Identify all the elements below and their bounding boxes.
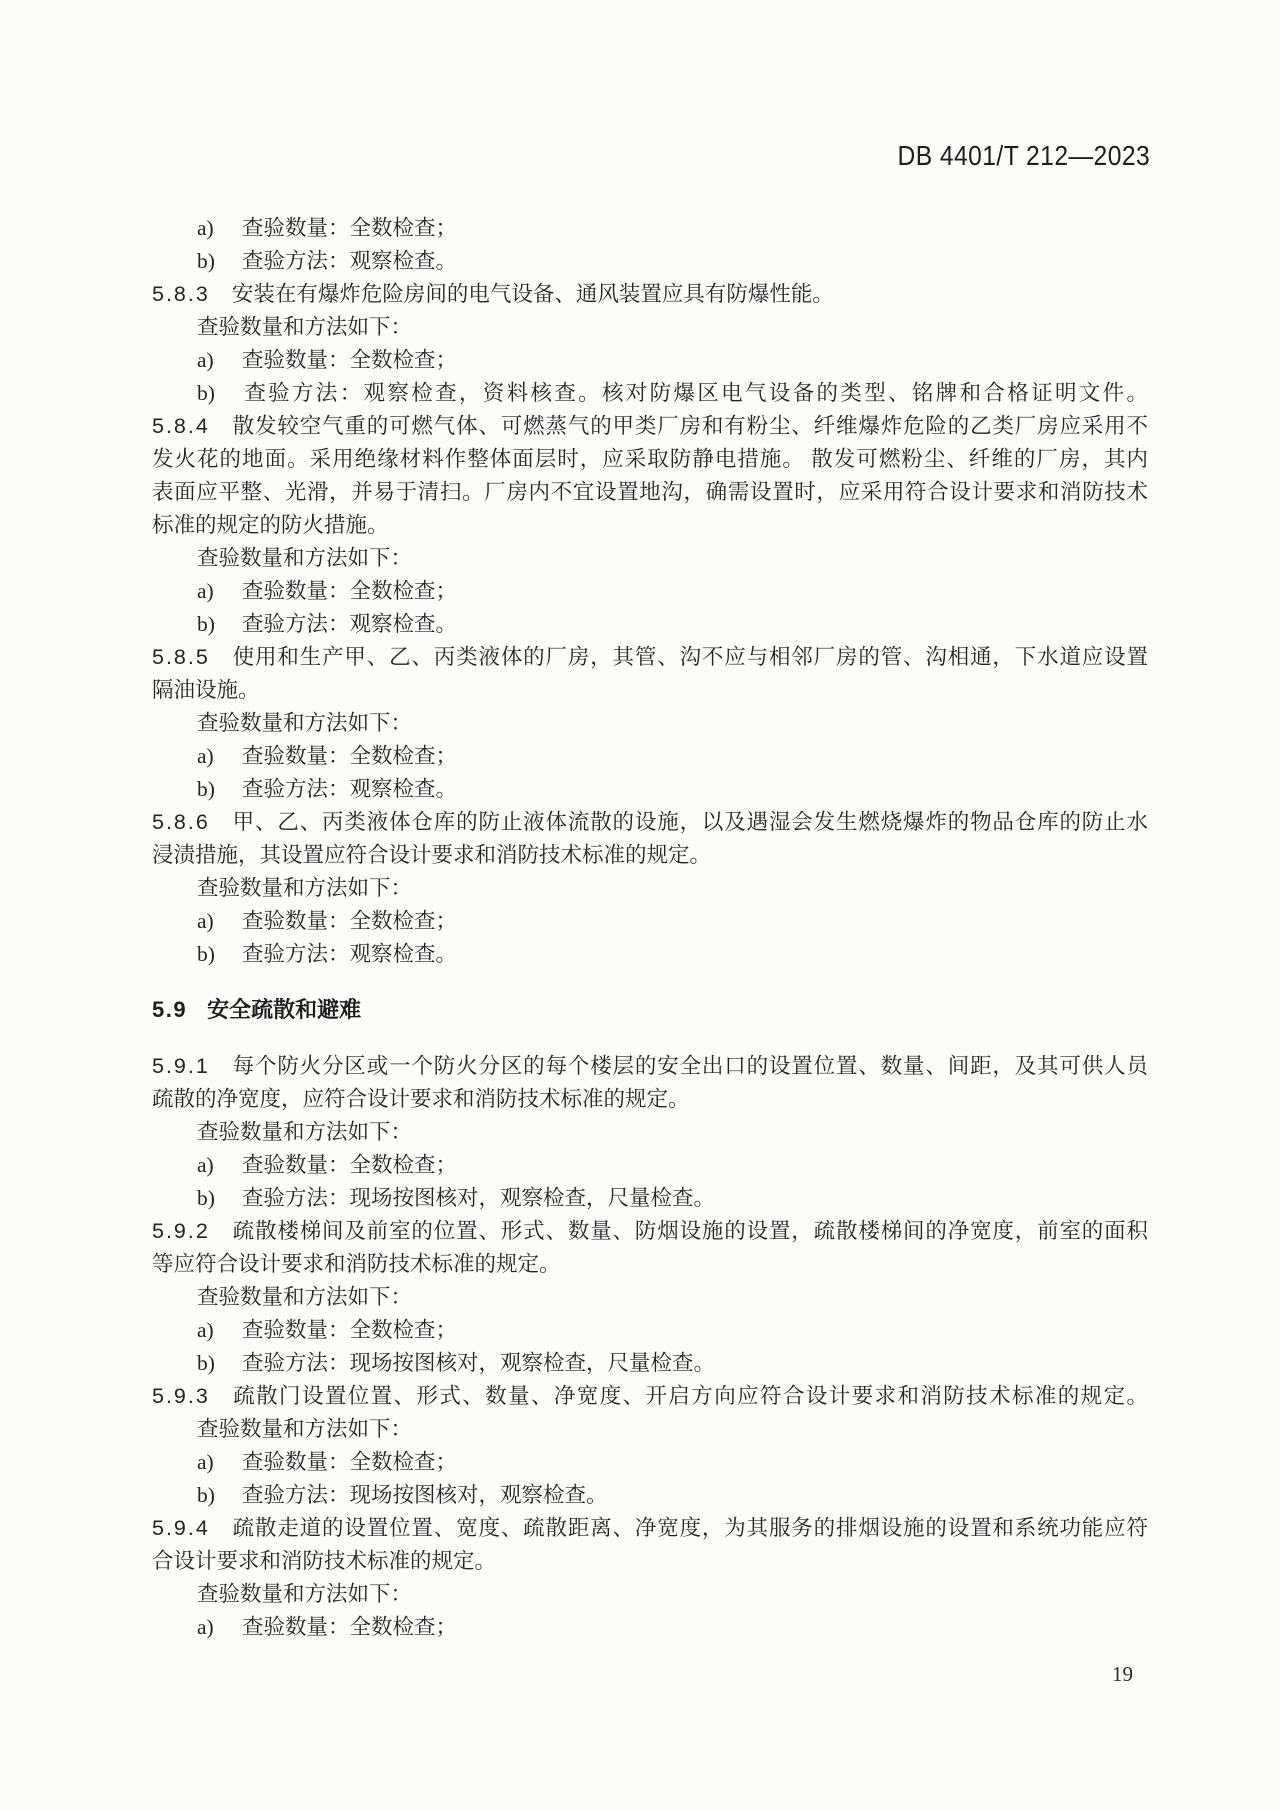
list-item-text: 查验方法：观察检查。: [242, 777, 458, 801]
list-item-text: 查验数量：全数检查；: [242, 1318, 458, 1342]
list-item: [152, 212, 1148, 245]
list-item-text: 查验数量：全数检查；: [242, 909, 458, 933]
list-item: [152, 773, 1148, 806]
continuation-line: 标准的规定的防火措施。: [152, 513, 389, 537]
lead-line: 查验数量和方法如下：: [197, 1285, 413, 1309]
lead-line: 查验数量和方法如下：: [197, 315, 413, 339]
list-item: [152, 1149, 1148, 1182]
list-item: [152, 1479, 1148, 1512]
clause-number: 5.9.4: [152, 1516, 210, 1540]
list-item: [152, 1347, 1148, 1380]
clause-line: [152, 1050, 1148, 1083]
clause-text: 每个防火分区或一个防火分区的每个楼层的安全出口的设置位置、数量、间距，及其可供人员: [231, 1054, 1148, 1078]
list-item-text: 查验方法：现场按图核对，观察检查，尺量检查。: [242, 1186, 716, 1210]
list-item-text: 查验数量：全数检查；: [242, 216, 458, 240]
list-item: [152, 1611, 1148, 1644]
clause-line: [152, 278, 1148, 311]
list-item-label: b): [197, 381, 215, 405]
list-item-label: a): [197, 1450, 214, 1474]
clause-number: 5.8.6: [152, 810, 210, 834]
list-item-text: 查验数量：全数检查；: [242, 1153, 458, 1177]
list-item: [152, 1314, 1148, 1347]
clause-text: 疏散楼梯间及前室的位置、形式、数量、防烟设施的设置，疏散楼梯间的净宽度，前室的面积: [231, 1219, 1148, 1243]
list-item: [152, 344, 1148, 377]
lead-line: 查验数量和方法如下：: [197, 1417, 413, 1441]
list-item-text: 查验数量：全数检查；: [242, 348, 458, 372]
section-heading-number: 5.9: [152, 997, 188, 1022]
clause-line: [152, 641, 1148, 674]
lead-line: 查验数量和方法如下：: [197, 876, 413, 900]
section-heading: [152, 993, 1148, 1026]
clause-number: 5.9.3: [152, 1384, 210, 1408]
clause-number: 5.9.1: [152, 1054, 210, 1078]
list-item-label: b): [197, 1351, 215, 1375]
list-item-label: a): [197, 579, 214, 603]
continuation-line: 等应符合设计要求和消防技术标准的规定。: [152, 1252, 561, 1276]
list-item: [152, 905, 1148, 938]
list-item: [152, 740, 1148, 773]
lead-line: 查验数量和方法如下：: [197, 711, 413, 735]
clause-text: 使用和生产甲、乙、丙类液体的厂房，其管、沟不应与相邻厂房的管、沟相通，下水道应设置: [231, 645, 1148, 669]
list-item-text: 查验方法：现场按图核对，观察检查。: [242, 1483, 608, 1507]
list-item-label: a): [197, 1615, 214, 1639]
clause-text: 安装在有爆炸危险房间的电气设备、通风装置应具有防爆性能。: [231, 282, 834, 306]
list-item: [152, 938, 1148, 971]
lead-line: 查验数量和方法如下：: [197, 546, 413, 570]
clause-number: 5.9.2: [152, 1219, 210, 1243]
list-item: [152, 245, 1148, 278]
list-item-label: a): [197, 216, 214, 240]
standard-code: DB 4401/T 212—2023: [897, 140, 1150, 171]
lead-line: 查验数量和方法如下：: [197, 1582, 413, 1606]
list-item-label: a): [197, 744, 214, 768]
section-heading-text: 安全疏散和避难: [207, 997, 362, 1022]
list-item-text: 查验方法：现场按图核对，观察检查，尺量检查。: [242, 1351, 716, 1375]
continuation-line: 浸渍措施，其设置应符合设计要求和消防技术标准的规定。: [152, 843, 712, 867]
continuation-line: 表面应平整、光滑，并易于清扫。厂房内不宜设置地沟，确需设置时，应采用符合设计要求和消防技术: [152, 480, 1148, 504]
clause-line: [152, 1380, 1148, 1413]
clause-text: 疏散走道的设置位置、宽度、疏散距离、净宽度，为其服务的排烟设施的设置和系统功能应符: [231, 1516, 1148, 1540]
list-item: [152, 1182, 1148, 1215]
clause-line: [152, 1215, 1148, 1248]
list-item-text: 查验方法：观察检查。: [242, 249, 458, 273]
lead-line: 查验数量和方法如下：: [197, 1120, 413, 1144]
continuation-line: 隔油设施。: [152, 678, 260, 702]
clause-text: 疏散门设置位置、形式、数量、净宽度、开启方向应符合设计要求和消防技术标准的规定。: [231, 1384, 1148, 1408]
list-item-label: a): [197, 1318, 214, 1342]
list-item-label: a): [197, 909, 214, 933]
list-item-label: b): [197, 942, 215, 966]
list-item-text: 查验方法：观察检查，资料核查。核对防爆区电气设备的类型、铭牌和合格证明文件。: [242, 381, 1148, 405]
clause-line: [152, 806, 1148, 839]
clause-number: 5.8.3: [152, 282, 210, 306]
list-item: [152, 377, 1148, 410]
clause-text: 甲、乙、丙类液体仓库的防止液体流散的设施，以及遇湿会发生燃烧爆炸的物品仓库的防止水: [231, 810, 1148, 834]
continuation-line: 发火花的地面。采用绝缘材料作整体面层时，应采取防静电措施。 散发可燃粉尘、纤维的厂房，其内: [152, 447, 1148, 471]
list-item-text: 查验方法：观察检查。: [242, 942, 458, 966]
list-item-label: a): [197, 1153, 214, 1177]
list-item-text: 查验数量：全数检查；: [242, 1450, 458, 1474]
list-item-label: b): [197, 612, 215, 636]
clause-number: 5.8.5: [152, 645, 210, 669]
list-item: [152, 1446, 1148, 1479]
clause-number: 5.8.4: [152, 414, 210, 438]
list-item-label: b): [197, 777, 215, 801]
list-item-text: 查验方法：观察检查。: [242, 612, 458, 636]
list-item-label: b): [197, 1483, 215, 1507]
document-body: [152, 212, 1148, 1644]
list-item: [152, 608, 1148, 641]
list-item-label: b): [197, 1186, 215, 1210]
list-item-text: 查验数量：全数检查；: [242, 1615, 458, 1639]
page-number: 19: [1112, 1662, 1133, 1686]
list-item-label: b): [197, 249, 215, 273]
list-item: [152, 575, 1148, 608]
list-item-text: 查验数量：全数检查；: [242, 579, 458, 603]
clause-line: [152, 410, 1148, 443]
list-item-text: 查验数量：全数检查；: [242, 744, 458, 768]
list-item-label: a): [197, 348, 214, 372]
continuation-line: 合设计要求和消防技术标准的规定。: [152, 1549, 497, 1573]
clause-line: [152, 1512, 1148, 1545]
continuation-line: 疏散的净宽度，应符合设计要求和消防技术标准的规定。: [152, 1087, 690, 1111]
clause-text: 散发较空气重的可燃气体、可燃蒸气的甲类厂房和有粉尘、纤维爆炸危险的乙类厂房应采用不: [231, 414, 1148, 438]
